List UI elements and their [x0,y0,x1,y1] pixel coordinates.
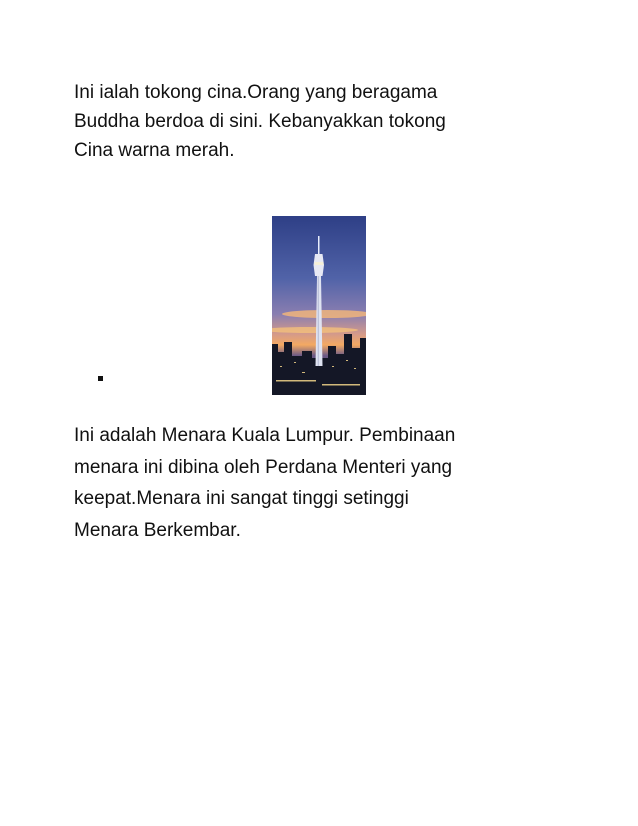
paragraph-kl-tower: Ini adalah Menara Kuala Lumpur. Pembinaan menara ini dibina oleh Perdana Menteri yang keepat.Menara ini sangat tinggi setinggi Menara Berkembar. [74,425,456,541]
bullet-point [98,376,103,381]
kl-tower-photo-icon [272,216,366,395]
paragraph-chinese-temple: Ini ialah tokong cina.Orang yang beragama Buddha berdoa di sini. Kebanyakkan tokong Cina warna merah. [74,82,446,161]
